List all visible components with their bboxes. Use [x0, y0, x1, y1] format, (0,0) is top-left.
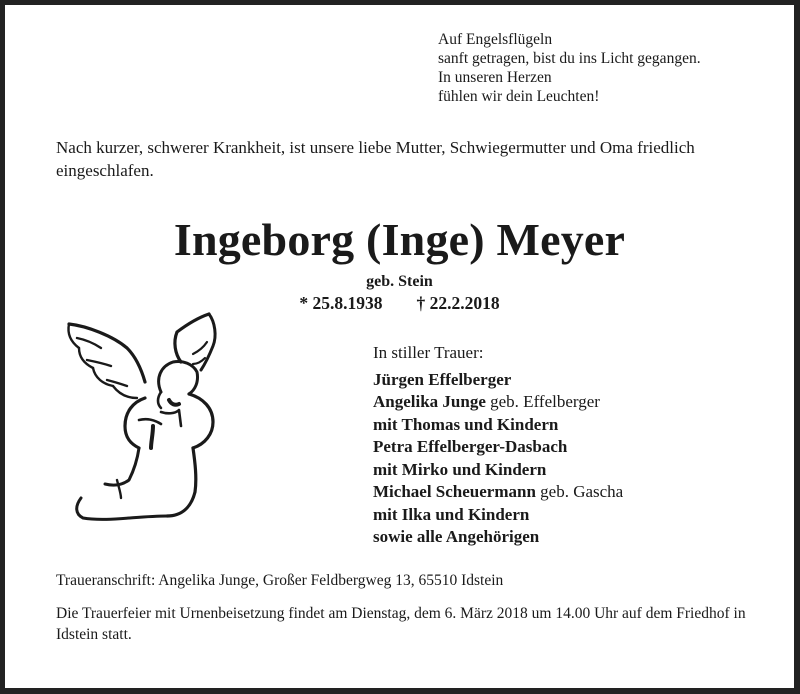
mourner-row — [373, 504, 623, 527]
mourner-name: Angelika Junge — [373, 392, 486, 411]
mourner-row — [373, 526, 623, 549]
poem-line: Auf Engelsflügeln — [438, 31, 553, 48]
death-date: † 22.2.2018 — [416, 293, 500, 313]
obituary-notice — [5, 5, 794, 688]
poem-line: fühlen wir dein Leuchten! — [438, 88, 600, 105]
mourner-name: mit Thomas und Kindern — [373, 414, 559, 434]
birth-date: * 25.8.1938 — [299, 293, 383, 313]
mourner-name: sowie alle Angehörigen — [373, 527, 540, 546]
mourning-address: Traueranschrift: Angelika Junge, Großer Feldbergweg 13, 65510 Idstein — [56, 572, 504, 589]
mourner-name: mit Mirko und Kindern — [373, 459, 547, 479]
intro-text: Nach kurzer, schwerer Krankheit, ist unsere liebe Mutter, Schwiegermutter und Oma friedlich eingeschlafen. — [56, 138, 695, 180]
mourner-name: Michael Scheuermann — [373, 482, 536, 501]
angel-icon — [57, 302, 227, 524]
mourner-row — [373, 414, 623, 437]
poem-line: In unseren Herzen — [438, 69, 552, 86]
poem — [438, 30, 701, 106]
mourners-list — [373, 342, 623, 549]
funeral-info: Die Trauerfeier mit Urnenbeisetzung findet am Dienstag, dem 6. März 2018 um 14.00 Uhr auf dem Friedhof in Idstein statt. — [56, 605, 746, 643]
mourner-note: geb. Effelberger — [485, 392, 600, 411]
mourner-row — [373, 391, 623, 414]
deceased-name: Ingeborg (Inge) Meyer — [173, 214, 626, 265]
mourner-row — [373, 436, 623, 459]
mourner-row — [373, 459, 623, 482]
mourner-name: mit Ilka und Kindern — [373, 504, 530, 524]
mourners-label: In stiller Trauer: — [373, 343, 484, 362]
mourner-note: geb. Gascha — [535, 482, 624, 501]
mourner-row — [373, 369, 623, 392]
poem-line: sanft getragen, bist du ins Licht gegangen. — [438, 50, 701, 67]
maiden-name: geb. Stein — [366, 273, 433, 290]
mourner-name: Jürgen Effelberger — [373, 369, 512, 389]
mourner-name: Petra Effelberger-Dasbach — [373, 437, 568, 456]
mourner-row — [373, 481, 623, 504]
